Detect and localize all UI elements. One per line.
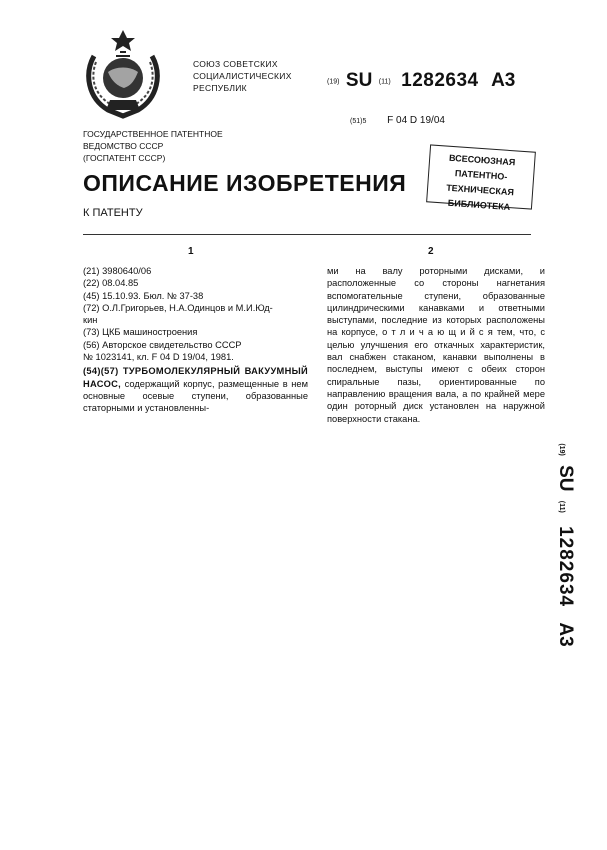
biblio-line: № 1023141, кл. F 04 D 19/04, 1981. (83, 352, 234, 363)
document-subtitle: К ПАТЕНТУ (83, 207, 143, 219)
ipc-code: F 04 D 19/04 (387, 115, 445, 126)
side-pub-number: 1282634 (555, 526, 576, 608)
side-number-label: (11) (558, 500, 565, 513)
kind-code: A3 (491, 70, 516, 91)
biblio-line: (22) 08.04.85 (83, 278, 139, 289)
document-title: ОПИСАНИЕ ИЗОБРЕТЕНИЯ (83, 170, 407, 196)
ipc-classification (350, 115, 445, 126)
left-column (83, 265, 308, 415)
biblio-line: (45) 15.10.93. Бюл. № 37-38 (83, 290, 204, 301)
pub-number-label: (11) (378, 78, 391, 86)
abstract-start (83, 365, 308, 414)
side-pub-text (554, 439, 576, 646)
pub-number: 1282634 (401, 70, 479, 91)
country-code: SU (345, 70, 373, 91)
office-line: (ГОСПАТЕНТ СССР) (83, 153, 166, 163)
stamp-line: БИБЛИОТЕКА (447, 197, 511, 213)
biblio-line: кин (83, 315, 98, 326)
stamp-line: ВСЕСОЮЗНАЯ (448, 152, 516, 168)
biblio-line: (21) 3980640/06 (83, 266, 152, 276)
ipc-label: (51)5 (350, 118, 367, 125)
abstract-text-part1: содержащий корпус, размещенные в нем основные осевые ступени, образованные статорными и установленны- (83, 378, 308, 414)
column-number-left: 1 (188, 246, 194, 257)
side-kind-code: A3 (555, 622, 576, 647)
country-code-label: (19) (327, 78, 340, 86)
biblio-line: (56) Авторское свидетельство СССР (83, 339, 242, 350)
side-publication-number (545, 418, 585, 668)
union-line: РЕСПУБЛИК (193, 83, 247, 93)
patent-office (83, 128, 253, 164)
biblio-line: (72) О.Л.Григорьев, Н.А.Одинцов и М.И.Юд- (83, 302, 273, 313)
biblio-line: (73) ЦКБ машиностроения (83, 327, 198, 338)
union-line: СОЦИАЛИСТИЧЕСКИХ (193, 71, 292, 81)
side-country-label: (19) (558, 443, 565, 456)
stamp-line: ПАТЕНТНО-ТЕХНИЧЕСКАЯ (445, 168, 515, 198)
publication-number (327, 70, 515, 92)
column-number-right: 2 (428, 246, 434, 257)
union-name (193, 58, 303, 94)
header-divider (83, 234, 531, 235)
library-stamp (426, 144, 536, 213)
right-column (327, 265, 545, 425)
office-line: ГОСУДАРСТВЕННОЕ ПАТЕНТНОЕ (83, 129, 223, 139)
ussr-emblem-icon (80, 26, 166, 122)
office-line: ВЕДОМСТВО СССР (83, 141, 164, 151)
abstract-text-part2: ми на валу роторными дисками, и расположенные со стороны нагнетания вспомогательные ступени, образованные цилиндрическими канавками и ответными выступами, последние из которых расположены на корпусе, о т л и ч а ю щ и й с я тем, что, с целью улучшения его откачных характеристик, вал снабжен стаканом, канавки выполнены в последнем, выступы имеют с обеих сторон спиральные пазы, ориентированные по направлению вращения вала, а по крайней мере один роторный диск установлен на наружной поверхности стакана. (327, 266, 545, 424)
abstract-lead: (54)(57) ТУРБОМОЛЕКУЛЯРНЫЙ ВАКУУМНЫЙ НАСОС, (83, 366, 308, 389)
side-country-code: SU (555, 465, 576, 492)
union-line: СОЮЗ СОВЕТСКИХ (193, 59, 278, 69)
